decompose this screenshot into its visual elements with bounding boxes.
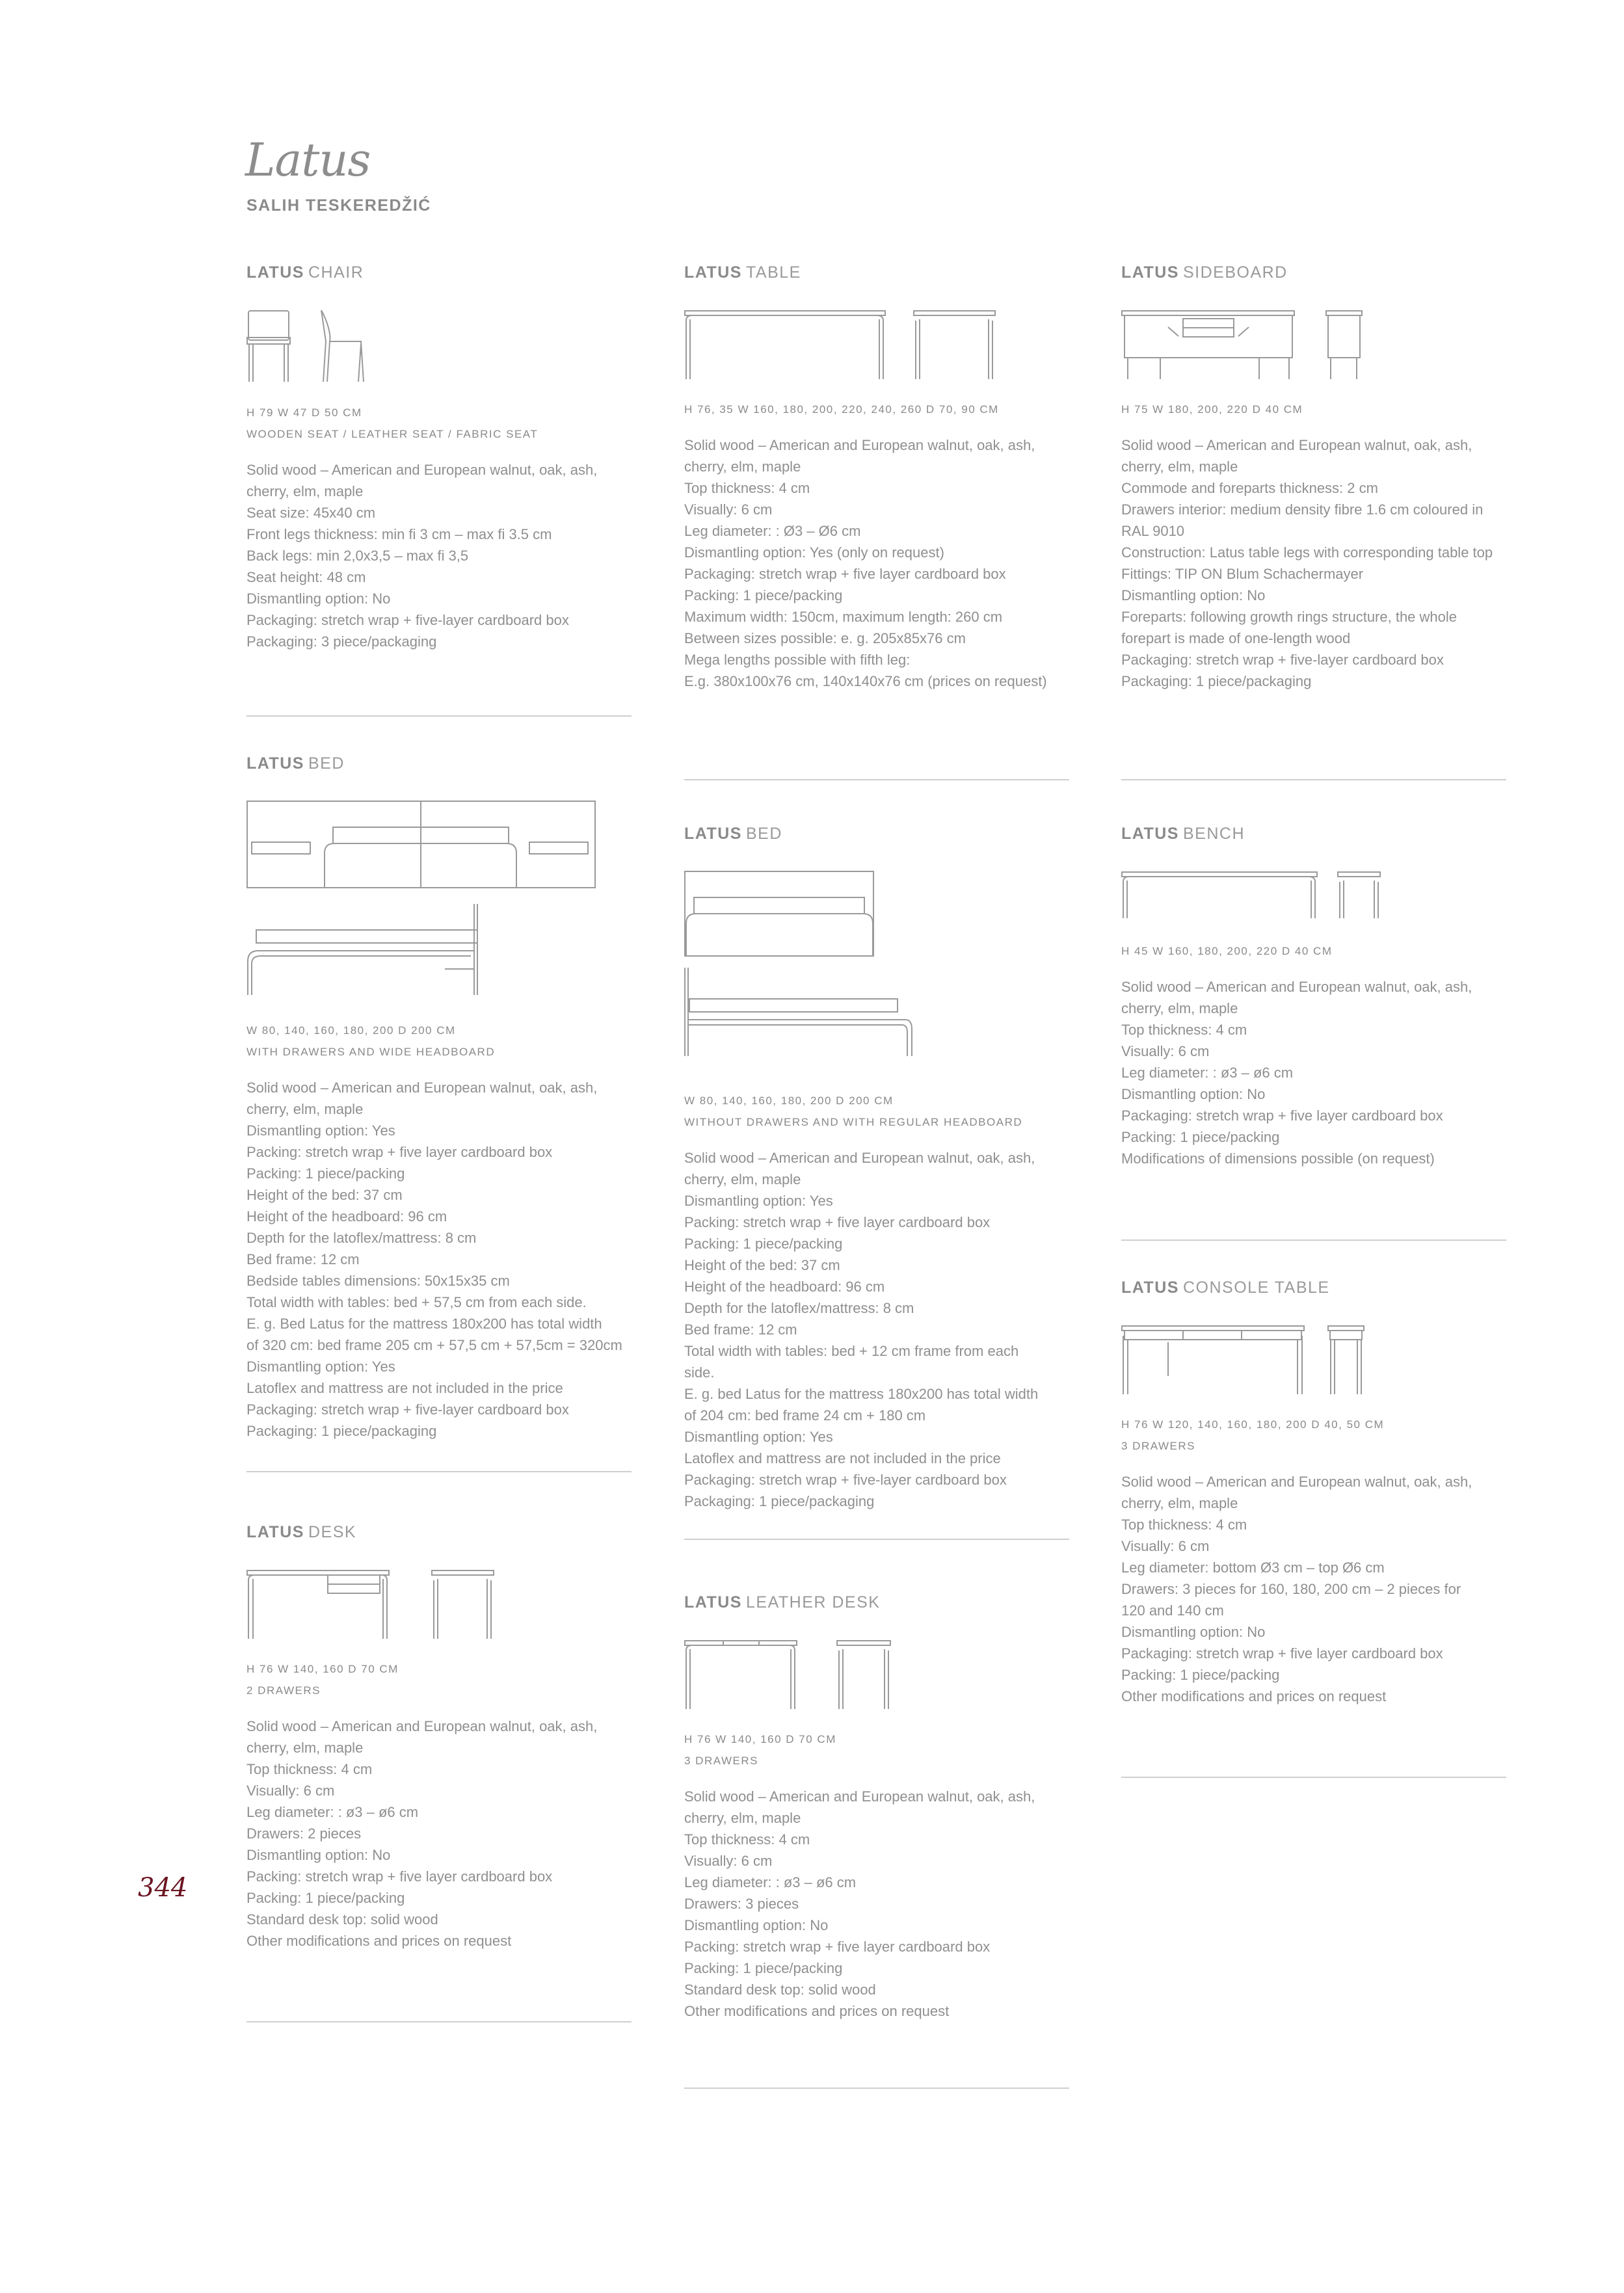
specifications — [246, 1077, 632, 1442]
spec-line: Bed frame: 12 cm — [246, 1251, 360, 1267]
product-line: LATUS — [684, 825, 742, 843]
spec-line: Top thickness: 4 cm — [1121, 1022, 1247, 1038]
section-heading — [1121, 263, 1506, 287]
dimension-line: WITH DRAWERS AND WIDE HEADBOARD — [246, 1046, 496, 1058]
specifications — [684, 434, 1069, 692]
product-type: SIDEBOARD — [1182, 263, 1288, 282]
product-line: LATUS — [246, 263, 304, 282]
specifications — [246, 459, 632, 652]
spec-line: Packing: 1 piece/packing — [684, 1960, 843, 1976]
spec-line: Packaging: stretch wrap + five-layer cardboard box — [684, 1472, 1007, 1488]
spec-line: cherry, elm, maple — [246, 1740, 364, 1756]
dimension-line: H 45 W 160, 180, 200, 220 D 40 CM — [1121, 945, 1333, 957]
chair-drawing — [246, 309, 632, 384]
desk-drawing — [246, 1569, 632, 1640]
product-line: LATUS — [684, 1593, 742, 1611]
spec-line: Drawers: 3 pieces — [684, 1896, 799, 1912]
spec-line: Latoflex and mattress are not included in the price — [684, 1450, 1001, 1466]
product-type: LEATHER DESK — [745, 1593, 881, 1611]
specifications — [246, 1716, 632, 1952]
spec-line: Other modifications and prices on request — [246, 1933, 512, 1949]
section-bed-wide — [246, 754, 632, 1442]
spec-line: E. g. Bed Latus for the mattress 180x200 has total width — [246, 1316, 602, 1332]
spec-line: Drawers: 3 pieces for 160, 180, 200 cm – 2 pieces for — [1121, 1581, 1461, 1597]
spec-line: 120 and 140 cm — [1121, 1602, 1224, 1619]
spec-line: Packaging: 3 piece/packaging — [246, 633, 437, 650]
specifications — [684, 1147, 1069, 1512]
spec-line: Solid wood – American and European walnut, oak, ash, — [246, 1080, 598, 1096]
spec-line: Solid wood – American and European walnut, oak, ash, — [1121, 437, 1472, 453]
section-heading — [246, 1523, 632, 1546]
specifications — [1121, 1471, 1506, 1707]
divider — [1121, 1777, 1506, 1778]
spec-line: Other modifications and prices on request — [1121, 1688, 1387, 1704]
spec-line: cherry, elm, maple — [246, 1101, 364, 1117]
spec-line: Solid wood – American and European walnut, oak, ash, — [246, 1718, 598, 1734]
specifications — [1121, 434, 1506, 692]
product-type: TABLE — [745, 263, 801, 282]
spec-line: Leg diameter: bottom Ø3 cm – top Ø6 cm — [1121, 1559, 1385, 1576]
spec-line: Packaging: stretch wrap + five layer cardboard box — [1121, 1107, 1443, 1124]
product-line: LATUS — [1121, 263, 1179, 282]
page-number: 344 — [138, 1873, 188, 1903]
spec-line: cherry, elm, maple — [1121, 458, 1238, 475]
spec-line: Packaging: 1 piece/packaging — [246, 1423, 437, 1439]
dimension-line: H 75 W 180, 200, 220 D 40 CM — [1121, 403, 1303, 416]
spec-line: Construction: Latus table legs with corresponding table top — [1121, 544, 1493, 561]
section-heading — [684, 1593, 1069, 1617]
spec-line: Leg diameter: : ø3 – ø6 cm — [1121, 1065, 1294, 1081]
spec-line: Mega lengths possible with fifth leg: — [684, 652, 911, 668]
spec-line: Packing: 1 piece/packing — [684, 1236, 843, 1252]
spec-line: Solid wood – American and European walnut, oak, ash, — [684, 437, 1035, 453]
spec-line: Seat size: 45x40 cm — [246, 505, 376, 521]
spec-line: Packaging: stretch wrap + five-layer cardboard box — [246, 612, 569, 628]
spec-line: Visually: 6 cm — [684, 1853, 773, 1869]
product-line: LATUS — [246, 754, 304, 773]
section-heading — [684, 263, 1069, 287]
spec-line: Height of the bed: 37 cm — [246, 1187, 403, 1203]
spec-line: Front legs thickness: min fi 3 cm – max fi 3.5 cm — [246, 526, 552, 542]
spec-line: Solid wood – American and European walnut, oak, ash, — [684, 1788, 1035, 1805]
spec-line: Packaging: stretch wrap + five-layer cardboard box — [1121, 652, 1444, 668]
spec-line: Latoflex and mattress are not included in the price — [246, 1380, 563, 1396]
product-line: LATUS — [1121, 1279, 1179, 1297]
spec-line: Height of the bed: 37 cm — [684, 1257, 840, 1273]
spec-line: Other modifications and prices on request — [684, 2003, 950, 2019]
dimension-line: W 80, 140, 160, 180, 200 D 200 CM — [684, 1094, 894, 1107]
dimension-line: H 76, 35 W 160, 180, 200, 220, 240, 260 D 70, 90 CM — [684, 403, 999, 416]
section-sideboard — [1121, 263, 1506, 692]
spec-line: E.g. 380x100x76 cm, 140x140x76 cm (prices on request) — [684, 673, 1047, 689]
spec-line: Between sizes possible: e. g. 205x85x76 cm — [684, 630, 966, 646]
designer-name: SALIH TESKEREDŽIĆ — [246, 196, 431, 215]
dimension-line: WITHOUT DRAWERS AND WITH REGULAR HEADBOARD — [684, 1116, 1023, 1128]
dimensions — [684, 1090, 1069, 1133]
spec-line: Dismantling option: Yes — [684, 1193, 833, 1209]
spec-line: Seat height: 48 cm — [246, 569, 366, 585]
spec-line: E. g. bed Latus for the mattress 180x200 has total width — [684, 1386, 1039, 1402]
spec-line: Packing: stretch wrap + five layer cardboard box — [246, 1144, 553, 1160]
spec-line: Packaging: stretch wrap + five-layer cardboard box — [246, 1401, 569, 1418]
spec-line: Total width with tables: bed + 12 cm frame from each — [684, 1343, 1019, 1359]
spec-line: Leg diameter: : ø3 – ø6 cm — [246, 1804, 419, 1820]
product-type: BED — [308, 754, 345, 773]
dimension-line: W 80, 140, 160, 180, 200 D 200 CM — [246, 1024, 456, 1037]
product-line: LATUS — [246, 1523, 304, 1541]
dimensions — [246, 1658, 632, 1701]
dimension-line: H 79 W 47 D 50 CM — [246, 406, 362, 419]
spec-line: Packing: 1 piece/packing — [1121, 1129, 1280, 1145]
spec-line: Depth for the latoflex/mattress: 8 cm — [246, 1230, 477, 1246]
leather-desk-drawing — [684, 1639, 1069, 1710]
spec-line: Dismantling option: No — [1121, 1624, 1266, 1640]
spec-line: Top thickness: 4 cm — [684, 1831, 810, 1848]
spec-line: Packing: stretch wrap + five layer cardboard box — [684, 1214, 991, 1230]
spec-line: Leg diameter: : Ø3 – Ø6 cm — [684, 523, 861, 539]
spec-line: Packaging: stretch wrap + five layer cardboard box — [684, 566, 1006, 582]
dimension-line: 3 DRAWERS — [684, 1755, 758, 1767]
spec-line: Packing: stretch wrap + five layer cardboard box — [246, 1868, 553, 1885]
specifications — [1121, 976, 1506, 1169]
spec-line: cherry, elm, maple — [684, 458, 801, 475]
spec-line: Fittings: TIP ON Blum Schachermayer — [1121, 566, 1364, 582]
product-type: CHAIR — [308, 263, 364, 282]
spec-line: Packing: 1 piece/packing — [246, 1165, 405, 1182]
spec-line: cherry, elm, maple — [684, 1171, 801, 1187]
spec-line: Dismantling option: No — [1121, 1086, 1266, 1102]
spec-line: Solid wood – American and European walnut, oak, ash, — [246, 462, 598, 478]
spec-line: Packaging: 1 piece/packaging — [1121, 673, 1312, 689]
spec-line: of 204 cm: bed frame 24 cm + 180 cm — [684, 1407, 926, 1424]
section-heading — [1121, 825, 1506, 848]
spec-line: Dismantling option: Yes (only on request) — [684, 544, 944, 561]
section-desk — [246, 1523, 632, 1952]
spec-line: Height of the headboard: 96 cm — [246, 1208, 447, 1225]
product-line: LATUS — [684, 263, 742, 282]
section-bed-regular — [684, 825, 1069, 1512]
spec-line: Solid wood – American and European walnut, oak, ash, — [1121, 979, 1472, 995]
bed-regular-drawing — [684, 870, 1069, 1072]
spec-line: Packing: 1 piece/packing — [1121, 1667, 1280, 1683]
spec-line: Bedside tables dimensions: 50x15x35 cm — [246, 1273, 510, 1289]
spec-line: Dismantling option: No — [684, 1917, 829, 1933]
spec-line: Dismantling option: No — [1121, 587, 1266, 603]
product-type: DESK — [308, 1523, 357, 1541]
page-title: Latus — [245, 133, 371, 187]
divider — [1121, 779, 1506, 780]
dimension-line: H 76 W 140, 160 D 70 CM — [246, 1663, 399, 1675]
spec-line: Drawers: 2 pieces — [246, 1825, 362, 1842]
section-console — [1121, 1279, 1506, 1707]
dimension-line: 3 DRAWERS — [1121, 1440, 1195, 1452]
dimensions — [246, 402, 632, 445]
dimension-line: H 76 W 140, 160 D 70 CM — [684, 1733, 836, 1745]
spec-line: Back legs: min 2,0x3,5 – max fi 3,5 — [246, 548, 469, 564]
divider — [684, 2088, 1069, 2089]
spec-line: Maximum width: 150cm, maximum length: 260 cm — [684, 609, 1003, 625]
spec-line: Packaging: 1 piece/packaging — [684, 1493, 875, 1509]
spec-line: Packing: 1 piece/packing — [246, 1890, 405, 1906]
dimensions — [1121, 940, 1506, 962]
spec-line: Bed frame: 12 cm — [684, 1321, 797, 1338]
spec-line: Solid wood – American and European walnut, oak, ash, — [1121, 1474, 1472, 1490]
spec-line: Solid wood – American and European walnut, oak, ash, — [684, 1150, 1035, 1166]
spec-line: Dismantling option: No — [246, 590, 391, 607]
product-type: BENCH — [1182, 825, 1245, 843]
spec-line: Top thickness: 4 cm — [684, 480, 810, 496]
divider — [246, 2021, 632, 2022]
spec-line: Total width with tables: bed + 57,5 cm from each side. — [246, 1294, 587, 1310]
spec-line: Foreparts: following growth rings structure, the whole — [1121, 609, 1458, 625]
product-type: BED — [745, 825, 782, 843]
divider — [246, 1471, 632, 1472]
spec-line: Visually: 6 cm — [1121, 1043, 1210, 1059]
spec-line: Visually: 6 cm — [684, 501, 773, 518]
dimension-line: H 76 W 120, 140, 160, 180, 200 D 40, 50 CM — [1121, 1418, 1385, 1431]
bed-wide-drawing — [246, 800, 632, 1001]
dimensions — [1121, 1414, 1506, 1457]
specifications — [684, 1786, 1069, 2022]
spec-line: Dismantling option: Yes — [684, 1429, 833, 1445]
spec-line: Commode and foreparts thickness: 2 cm — [1121, 480, 1378, 496]
section-heading — [684, 825, 1069, 848]
spec-line: Visually: 6 cm — [1121, 1538, 1210, 1554]
spec-line: cherry, elm, maple — [1121, 1000, 1238, 1016]
spec-line: Packaging: stretch wrap + five layer cardboard box — [1121, 1645, 1443, 1662]
spec-line: Modifications of dimensions possible (on request) — [1121, 1150, 1435, 1167]
spec-line: Drawers interior: medium density fibre 1.6 cm coloured in — [1121, 501, 1484, 518]
spec-line: cherry, elm, maple — [684, 1810, 801, 1826]
spec-line: Packing: stretch wrap + five layer cardboard box — [684, 1939, 991, 1955]
section-bench — [1121, 825, 1506, 1169]
divider — [684, 1539, 1069, 1540]
sideboard-drawing — [1121, 309, 1506, 380]
section-table — [684, 263, 1069, 692]
divider — [684, 779, 1069, 780]
dimensions — [684, 1729, 1069, 1771]
product-type: CONSOLE TABLE — [1182, 1279, 1330, 1297]
spec-line: Visually: 6 cm — [246, 1783, 335, 1799]
section-leather-desk — [684, 1593, 1069, 2022]
section-heading — [246, 263, 632, 287]
product-line: LATUS — [1121, 825, 1179, 843]
bench-drawing — [1121, 870, 1506, 922]
dimension-line: 2 DRAWERS — [246, 1684, 321, 1697]
spec-line: Standard desk top: solid wood — [246, 1911, 438, 1928]
spec-line: Top thickness: 4 cm — [246, 1761, 373, 1777]
section-chair — [246, 263, 632, 652]
divider — [246, 715, 632, 717]
dimensions — [684, 399, 1069, 420]
spec-line: Dismantling option: No — [246, 1847, 391, 1863]
divider — [1121, 1239, 1506, 1241]
dimensions — [246, 1020, 632, 1063]
dimension-line: WOODEN SEAT / LEATHER SEAT / FABRIC SEAT — [246, 428, 539, 440]
console-drawing — [1121, 1324, 1506, 1396]
section-heading — [246, 754, 632, 778]
table-drawing — [684, 309, 1069, 380]
spec-line: Leg diameter: : ø3 – ø6 cm — [684, 1874, 857, 1890]
spec-line: Packing: 1 piece/packing — [684, 587, 843, 603]
spec-line: Standard desk top: solid wood — [684, 1982, 876, 1998]
spec-line: cherry, elm, maple — [1121, 1495, 1238, 1511]
section-heading — [1121, 1279, 1506, 1302]
spec-line: forepart is made of one-length wood — [1121, 630, 1351, 646]
spec-line: of 320 cm: bed frame 205 cm + 57,5 cm + 57,5cm = 320cm — [246, 1337, 622, 1353]
spec-line: Depth for the latoflex/mattress: 8 cm — [684, 1300, 914, 1316]
spec-line: Height of the headboard: 96 cm — [684, 1279, 885, 1295]
dimensions — [1121, 399, 1506, 420]
spec-line: side. — [684, 1364, 715, 1381]
spec-line: cherry, elm, maple — [246, 483, 364, 499]
spec-line: Dismantling option: Yes — [246, 1122, 395, 1139]
spec-line: RAL 9010 — [1121, 523, 1185, 539]
spec-line: Dismantling option: Yes — [246, 1359, 395, 1375]
spec-line: Top thickness: 4 cm — [1121, 1517, 1247, 1533]
